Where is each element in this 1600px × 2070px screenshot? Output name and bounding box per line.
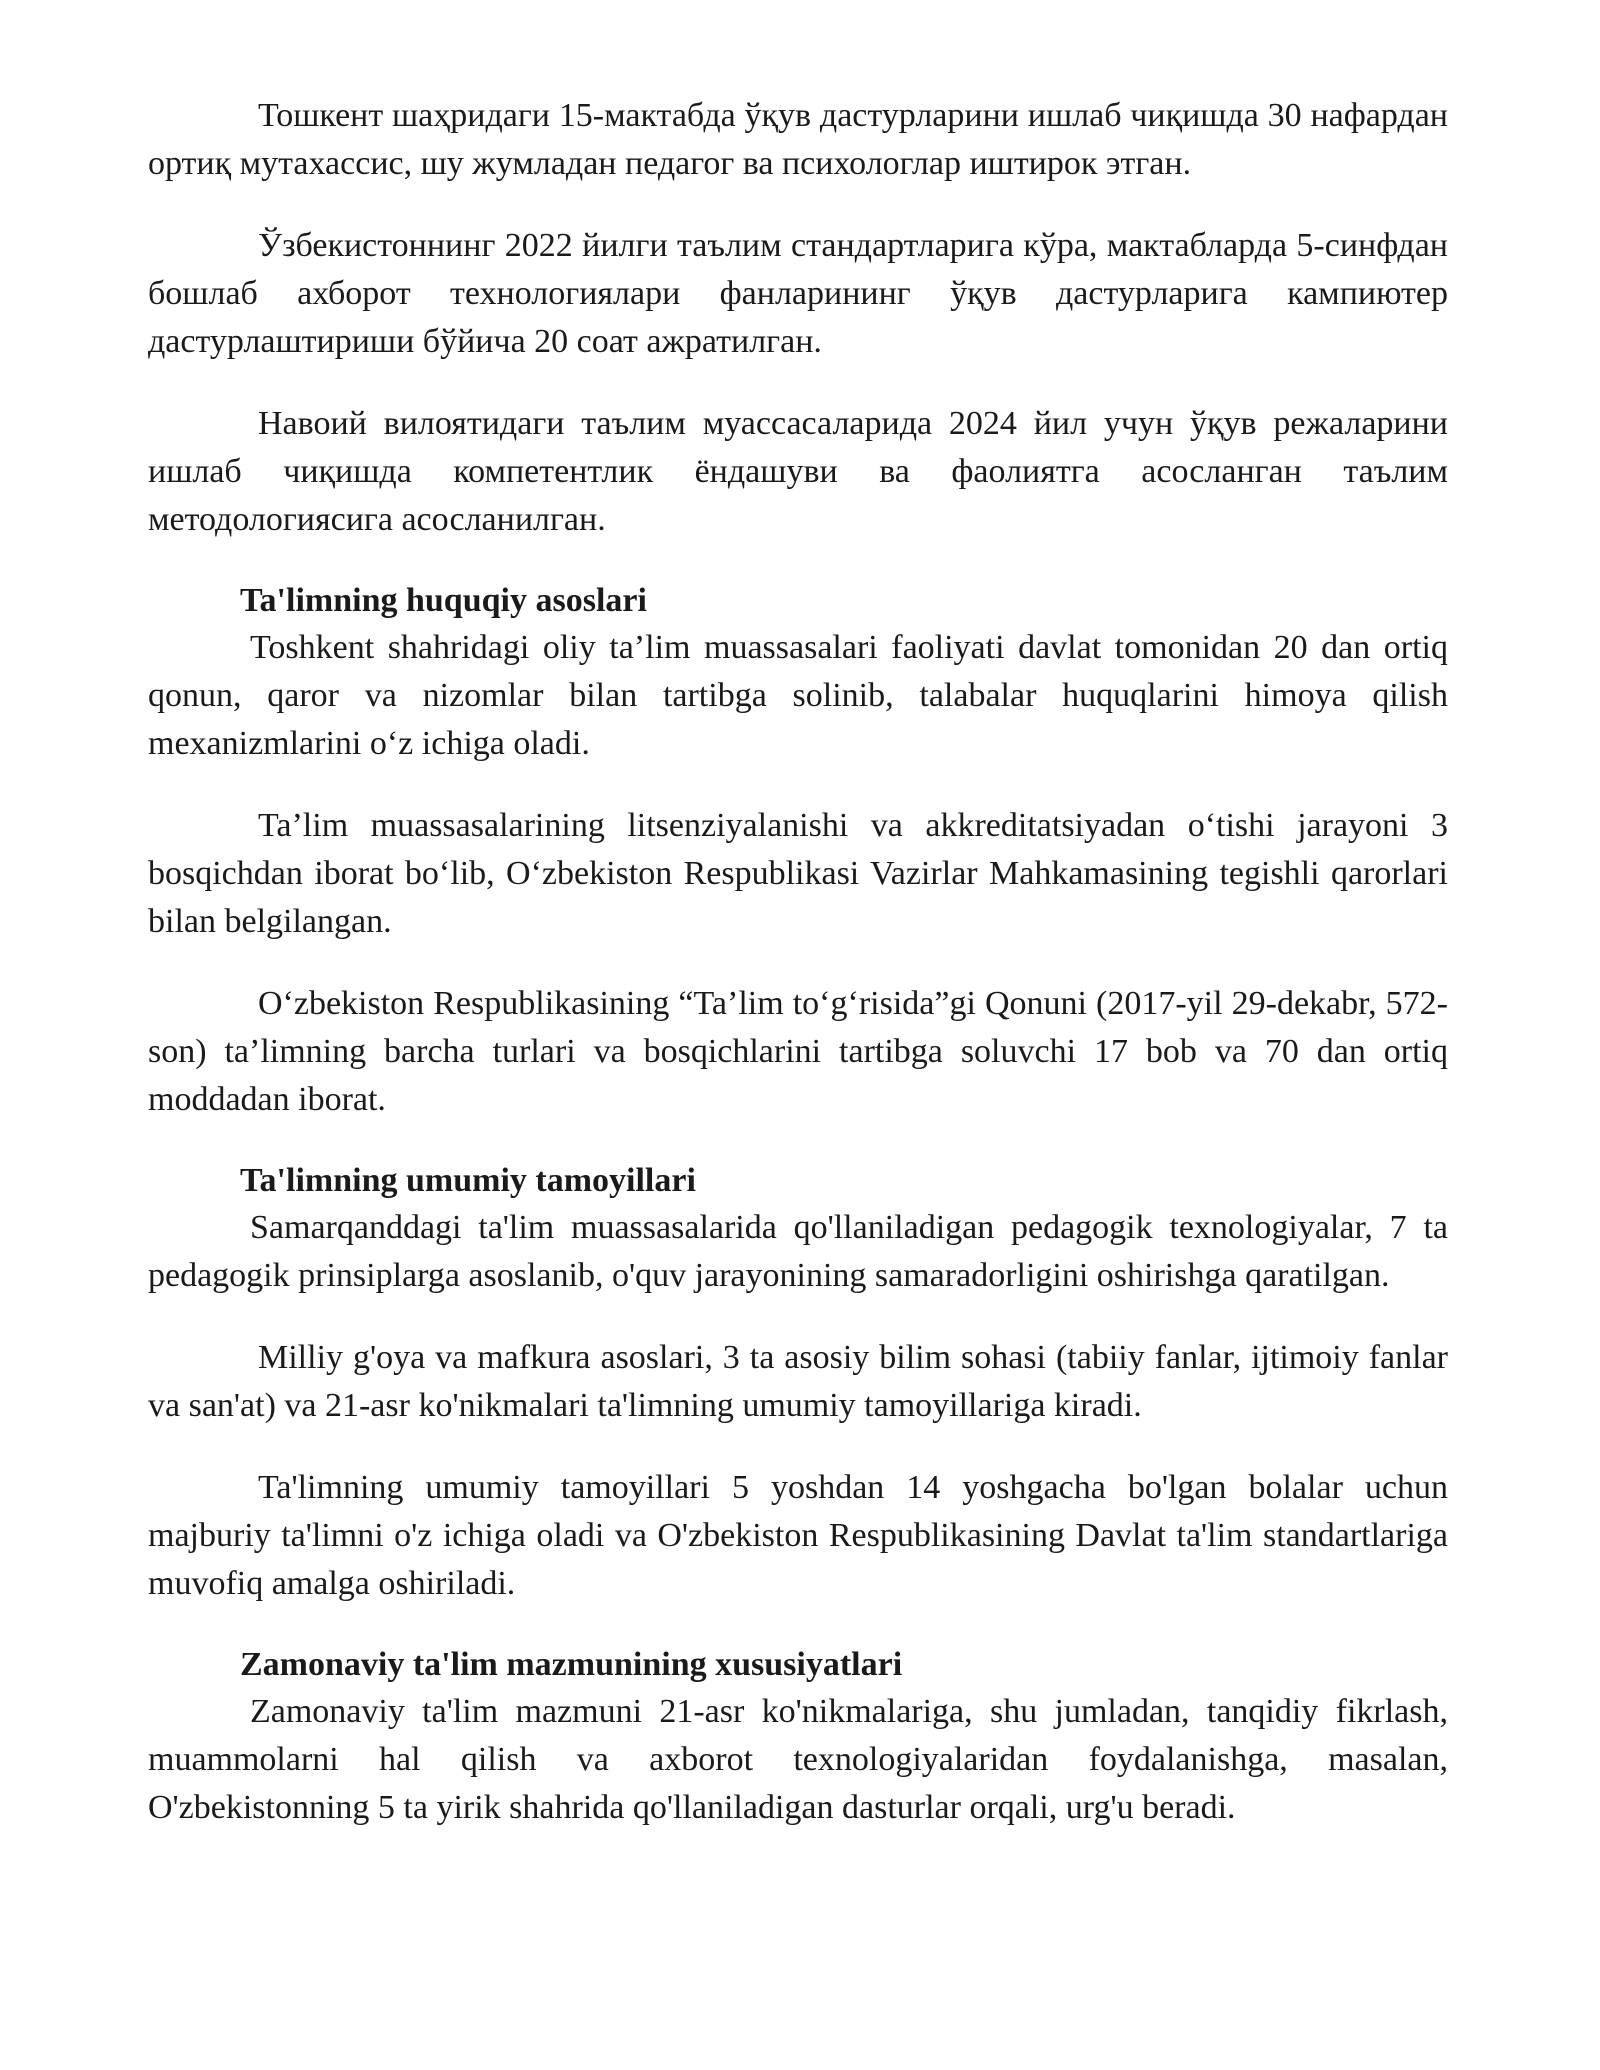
section-heading-legal: Ta'limning huquqiy asoslari (240, 582, 647, 619)
paragraph-legal-3: O‘zbekiston Respublikasining “Ta’lim to‘g‘risida”gi Qonuni (2017-yil 29-dekabr, 572-son) ta’limning barcha turlari va bosqichlarini tartibga soluvchi 17 bob va 70 dan ortiq moddadan iborat. (148, 985, 1448, 1118)
paragraph-principles-2: Milliy g'oya va mafkura asoslari, 3 ta asosiy bilim sohasi (tabiiy fanlar, ijtimoiy fanlar va san'at) va 21-asr ko'nikmalari ta'limning umumiy tamoyillariga kiradi. (148, 1339, 1448, 1424)
paragraph-navoi-region: Навоий вилоятидаги таълим муассасаларида 2024 йил учун ўқув режаларини ишлаб чиқишда компетентлик ёндашуви ва фаолиятга асосланган таълим методологиясига асосланилган. (148, 405, 1448, 538)
paragraph-modern-1: Zamonaviy ta'lim mazmuni 21-asr ko'nikmalariga, shu jumladan, tanqidiy fikrlash, muammolarni hal qilish va axborot texnologiyalaridan foydalanishga, masalan, O'zbekistonning 5 ta yirik shahrida qo'llaniladigan dasturlar orqali, urg'u beradi. (148, 1693, 1448, 1826)
section-heading-modern: Zamonaviy ta'lim mazmunining xususiyatlari (240, 1646, 903, 1683)
paragraph-principles-1: Samarqanddagi ta'lim muassasalarida qo'llaniladigan pedagogik texnologiyalar, 7 ta pedagogik prinsiplarga asoslanib, o'quv jarayonining samaradorligini oshirishga qaratilgan. (148, 1209, 1448, 1294)
document-body (148, 92, 1448, 1866)
paragraph-legal-2: Ta’lim muassasalarining litsenziyalanishi va akkreditatsiyadan o‘tishi jarayoni 3 bosqichdan iborat bo‘lib, O‘zbekiston Respublikasi Vazirlar Mahkamasining tegishli qarorlari bilan belgilangan. (148, 807, 1448, 940)
paragraph-tashkent-school: Тошкент шаҳридаги 15-мактабда ўқув дастурларини ишлаб чиқишда 30 нафардан ортиқ мутахассис, шу жумладан педагог ва психологлар иштирок этган. (148, 97, 1448, 182)
paragraph-principles-3: Ta'limning umumiy tamoyillari 5 yoshdan 14 yoshgacha bo'lgan bolalar uchun majburiy ta'limni o'z ichiga oladi va O'zbekiston Respublikasining Davlat ta'lim standartlariga muvofiq amalga oshiriladi. (148, 1469, 1448, 1602)
paragraph-legal-1: Toshkent shahridagi oliy ta’lim muassasalari faoliyati davlat tomonidan 20 dan ortiq qonun, qaror va nizomlar bilan tartibga solinib, talabalar huquqlarini himoya qilish mexanizmlarini o‘z ichiga oladi. (148, 629, 1448, 762)
paragraph-uzbekistan-standards: Ўзбекистоннинг 2022 йилги таълим стандартларига кўра, мактабларда 5-синфдан бошлаб ахборот технологиялари фанларининг ўқув дастурларига кампиютер дастурлаштириши бўйича 20 соат ажратилган. (148, 227, 1448, 360)
section-heading-principles: Ta'limning umumiy tamoyillari (240, 1162, 696, 1199)
